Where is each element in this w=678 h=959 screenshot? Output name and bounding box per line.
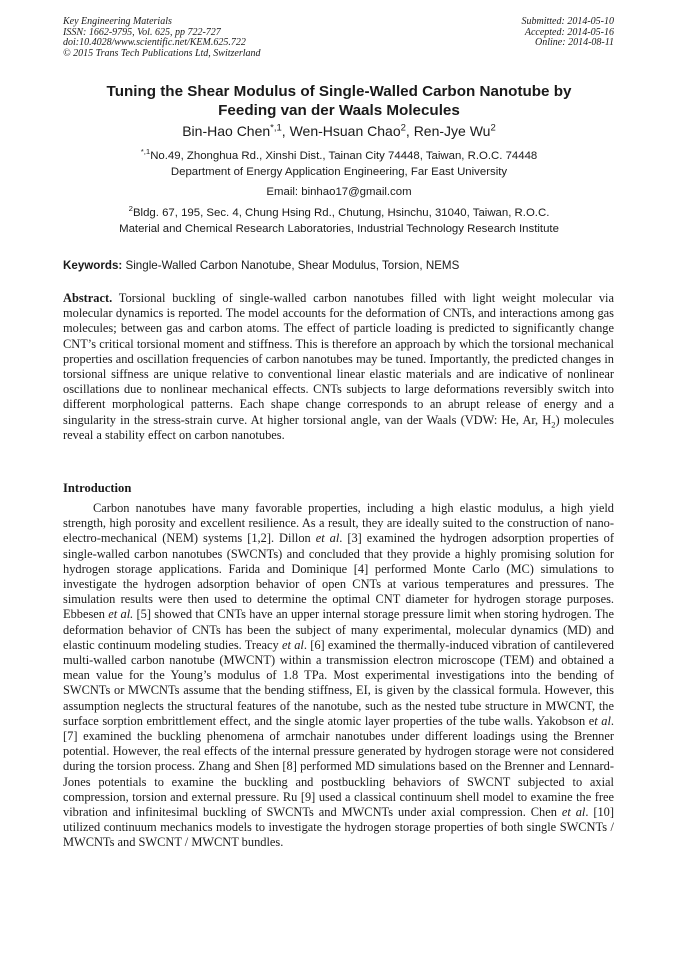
journal-header	[63, 17, 261, 59]
doi-line: doi:10.4028/www.scientific.net/KEM.625.722	[63, 37, 246, 49]
author-name: Ren-Jye Wu	[413, 123, 491, 139]
keywords-text: Single-Walled Carbon Nanotube, Shear Modulus, Torsion, NEMS	[122, 259, 460, 272]
dates-header	[522, 17, 615, 49]
copyright-line: © 2015 Trans Tech Publications Ltd, Switzerland	[63, 47, 261, 59]
affiliation-2	[40, 206, 638, 237]
subscript: 2	[551, 419, 556, 430]
affiliation-address: $^2$Bldg. 67, 195, Sec. 4, Chung Hsing Rd., Chutung, Hsinchu, 31040, Taiwan, R.O.C.	[128, 204, 550, 219]
author-list	[40, 123, 638, 140]
affiliation-1	[40, 149, 638, 180]
author-name: Bin-Hao Chen	[182, 123, 271, 139]
author-affiliation-mark: 2	[490, 122, 496, 134]
affiliation-department: Material and Chemical Research Laboratories, Industrial Technology Research Institute	[119, 222, 559, 235]
author-separator: ,	[405, 123, 414, 139]
submitted-date: Submitted: 2014-05-10	[521, 16, 614, 27]
author-affiliation-mark: 2	[400, 122, 406, 134]
author-affiliation-mark: *,1	[270, 122, 282, 134]
accepted-date: Accepted: 2014-05-16	[524, 26, 614, 38]
affiliation-mark: 2	[128, 204, 133, 214]
section-heading-introduction: Introduction	[63, 481, 132, 495]
keywords	[63, 258, 615, 273]
keywords-label: Keywords:	[63, 259, 123, 272]
title-line-2: Feeding van der Waals Molecules	[218, 102, 460, 119]
affiliation-department: Department of Energy Application Engineering, Far East University	[170, 165, 508, 178]
introduction-paragraph: Carbon nanotubes have many favorable properties, including a high elastic modulus, a high yield strength, high porosity and excellent resilience. As a result, they are ideally suited to the construction of nano-electro-mechanical (NEM) systems [1,2]. Dillon et al. [3] examined the hydrogen adsorption properties of single-walled carbon nanotubes (SWCNTs) and concluded that they provide a highly promising solution for hydrogen storage applications. Farida and Dominique [4] performed Monte Carlo (MC) simulations to investigate the hydrogen adsorption behavior of open CNTs at various temperatures and pressures. The simulation results were then used to determine the optimal CNT diameter for hydrogen storage purposes. Ebbesen et al. [5] showed that CNTs have an upper internal storage pressure limit when storing hydrogen. The deformation behavior of CNTs has been the subject of many experimental, molecular dynamics (MD) and elastic continuum modeling studies. Treacy et al. [6] examined the thermally-induced vibration of cantilevered multi-walled carbon nanotube (MWCNT) within a transmission electron microscope (TEM) and obtained a mean value for the Young’s modulus of 1.8 TPa. Most experimental investigations into the bending of SWCNTs or MWCNTs assume that the bending stiffness, EI, is given by the classical formula. However, this assumption neglects the structural features of the nanotube, such as the nested tube structure in MWCNT, the surface sorption embrittlement effect, and the single atomic layer properties of the tube walls. Yakobson et al. [7] examined the buckling phenomena of armchair nanotubes under different loadings using the Brenner potential. However, the real effects of the internal pressure generated by hydrogen storage were not considered during the torsion process. Zhang and Shen [8] performed MD simulations based on the Brenner and Lennard-Jones potentials to examine the buckling and postbuckling behaviors of SWCNT subjected to axial compression, torsion and external pressure. Ru [9] used a classical continuum shell model to examine the free vibration and infinitesimal buckling of SWCNTs and MWCNTs under axial compression. Chen et al. [10] utilized continuum mechanics models to investigate the hydrogen storage properties of both single SWCNTs / MWCNTs and SWCNT / MWCNT bundles.	[63, 501, 615, 850]
affiliation-mark: *,1	[140, 147, 151, 157]
title-line-1: Tuning the Shear Modulus of Single-Walled Carbon Nanotube by	[106, 83, 572, 100]
abstract-label: Abstract.	[63, 291, 113, 305]
abstract-text: Torsional buckling of single-walled carbon nanotubes filled with light weight molecular via molecular dynamics is reported. The model accounts for the deformation of CNTs, and interactions among gas molecules; between gas and carbon atoms. The effect of particle loading is predicted to significantly change CNT’s critical torsional moment and stiffness. This is therefore an approach by which the torsional mechanical properties and oscillation frequencies of carbon nanotubes may be tuned. Importantly, the predicted changes in torsional siffness are unique relative to conventional linear elastic materials and are indicative of nonlinear oscillations due to nonlinear mechanical effects. CNTs subjects to large deformations reversibly switch into different morphological patterns. Each shape change corresponds to an abrupt release of energy and a singularity in the stress-strain curve. At higher torsional angle, van der Waals (VDW: He, Ar, H	[63, 291, 614, 427]
affiliation-address: $^{*,1}$No.49, Zhonghua Rd., Xinshi Dist., Tainan City 74448, Taiwan, R.O.C. 74448	[140, 147, 538, 162]
online-date: Online: 2014-08-11	[535, 37, 614, 49]
author-name: Wen-Hsuan Chao	[289, 123, 401, 139]
issn-line: ISSN: 1662-9795, Vol. 625, pp 722-727	[63, 26, 221, 38]
abstract	[63, 291, 614, 443]
journal-name: Key Engineering Materials	[63, 16, 172, 27]
abstract-text-end: ) molecules reveal a stability effect on carbon nanotubes.	[63, 412, 614, 442]
paper-title	[40, 82, 638, 120]
author-separator: ,	[281, 123, 290, 139]
author-email: Email: binhao17@gmail.com	[266, 186, 412, 198]
